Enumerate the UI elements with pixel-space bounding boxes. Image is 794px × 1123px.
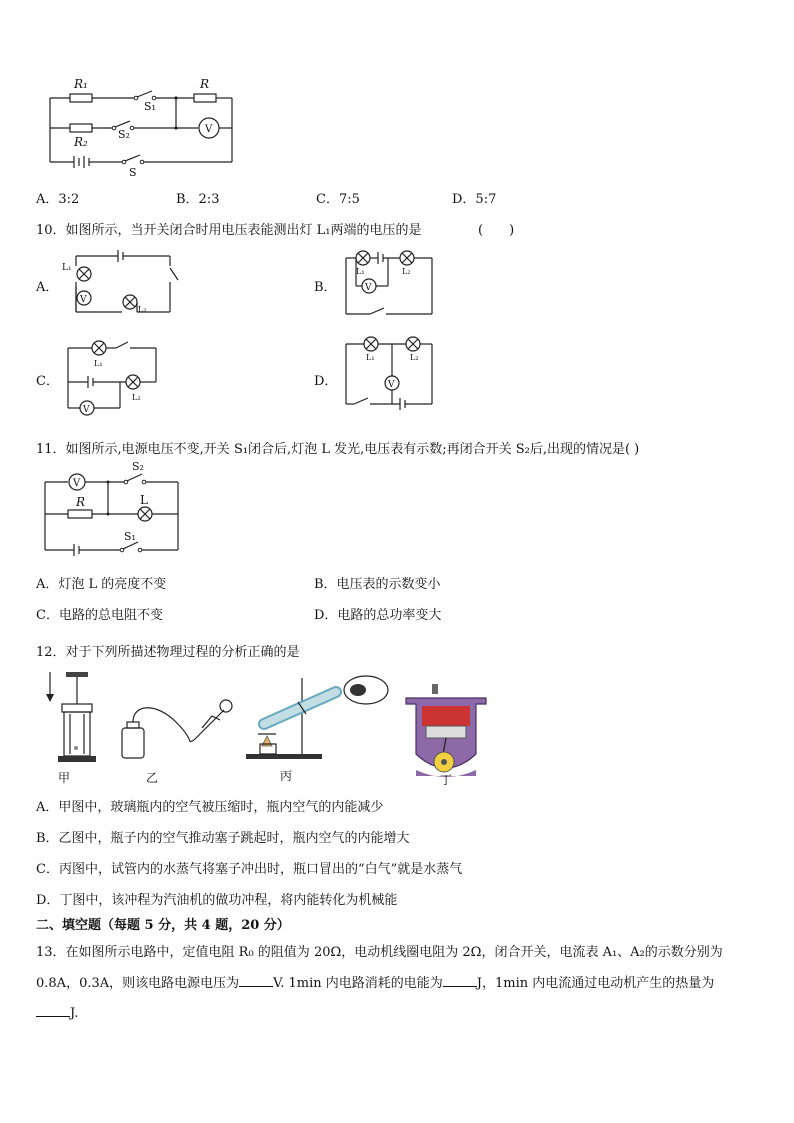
q12-option-d: D．丁图中，该冲程为汽油机的做功冲程，将内能转化为机械能 bbox=[36, 893, 398, 908]
q10a-v: V bbox=[80, 295, 87, 305]
q11-label-l: L bbox=[140, 493, 148, 507]
q10-circuit-a bbox=[62, 246, 182, 320]
q11-option-b: B．电压表的示数变小 bbox=[314, 577, 441, 592]
q10b-l2: L₂ bbox=[402, 267, 411, 276]
q10-circuit-d bbox=[340, 334, 440, 410]
q12-label-ding: 丁 bbox=[440, 773, 453, 787]
q10d-l1: L₁ bbox=[366, 353, 375, 362]
q13-line2 bbox=[36, 972, 714, 991]
q9-label-r1: R₁ bbox=[74, 77, 88, 91]
q10c-l2: L₂ bbox=[132, 393, 141, 402]
q12-option-b: B．乙图中，瓶子内的空气推动塞子跳起时，瓶内空气的内能增大 bbox=[36, 831, 410, 846]
q11-label-s1: S₁ bbox=[124, 530, 136, 543]
q10c-l1: L₁ bbox=[94, 359, 103, 368]
q13-blank-energy[interactable] bbox=[443, 974, 477, 987]
q13-line2-a: 0.8A，0.3A，则该电路电源电压为 bbox=[36, 976, 240, 991]
q9-option-b: B．2:3 bbox=[176, 192, 220, 207]
q9-label-r: R bbox=[200, 77, 210, 91]
q11-label-r: R bbox=[76, 495, 86, 509]
q9-circuit bbox=[44, 72, 244, 179]
q11-option-d: D．电路的总功率变大 bbox=[314, 608, 442, 623]
q11-option-a: A．灯泡 L 的亮度不变 bbox=[36, 577, 167, 592]
q10-stem: 10．如图所示，当开关闭合时用电压表能测出灯 L₁两端的电压的是 bbox=[36, 223, 422, 238]
q12-figure-yi bbox=[116, 688, 242, 784]
q10d-v: V bbox=[388, 380, 395, 390]
q10b-l1: L₁ bbox=[356, 267, 365, 276]
q12-figure-jia bbox=[40, 664, 100, 784]
q10b-v: V bbox=[365, 283, 372, 293]
q12-label-bing: 丙 bbox=[280, 769, 293, 783]
q10-option-b: B． bbox=[314, 280, 337, 295]
q11-option-c: C．电路的总电阻不变 bbox=[36, 608, 163, 623]
q9-label-s2: S₂ bbox=[118, 128, 130, 141]
q12-option-a: A．甲图中，玻璃瓶内的空气被压缩时，瓶内空气的内能减少 bbox=[36, 800, 384, 815]
q10a-l1: L₁ bbox=[62, 263, 72, 273]
q13-blank-heat[interactable] bbox=[36, 1004, 70, 1017]
q10d-l2: L₂ bbox=[410, 353, 419, 362]
q9-label-r2: R₂ bbox=[74, 135, 88, 149]
q11-label-s2: S₂ bbox=[132, 460, 144, 473]
q10-option-c: C． bbox=[36, 374, 59, 389]
q13-blank-voltage[interactable] bbox=[239, 974, 273, 987]
q12-stem: 12．对于下列所描述物理过程的分析正确的是 bbox=[36, 645, 300, 660]
q10c-v: V bbox=[83, 405, 90, 415]
q11-circuit bbox=[40, 460, 184, 556]
q13-line3-b: J. bbox=[70, 1006, 79, 1021]
q11-stem: 11．如图所示,电源电压不变,开关 S₁闭合后,灯泡 L 发光,电压表有示数;再闭合开关 S₂后,出现的情况是( ) bbox=[36, 442, 640, 457]
q13-line2-c: J，1min 内电流通过电动机产生的热量为 bbox=[476, 976, 715, 991]
q10-paren: ( ) bbox=[478, 223, 515, 238]
q13-line2-b: V. 1min 内电路消耗的电能为 bbox=[273, 976, 443, 991]
q12-figure-ding bbox=[396, 682, 496, 786]
q9-label-s: S bbox=[129, 166, 137, 179]
q12-label-yi: 乙 bbox=[146, 771, 159, 785]
q10-option-d: D． bbox=[314, 374, 338, 389]
q9-label-s1: S₁ bbox=[144, 100, 156, 113]
q9-option-c: C．7:5 bbox=[316, 192, 360, 207]
q13-line3 bbox=[36, 1004, 78, 1021]
q12-label-jia: 甲 bbox=[58, 771, 71, 785]
q10-circuit-b bbox=[340, 244, 440, 320]
q10-circuit-c bbox=[62, 338, 162, 416]
q10a-l2: L₂ bbox=[138, 305, 147, 314]
q12-figure-bing bbox=[236, 668, 392, 784]
q13-line1: 13．在如图所示电路中，定值电阻 R₀ 的阻值为 20Ω，电动机线圈电阻为 2Ω，闭合开关，电流表 A₁、A₂的示数分别为 bbox=[36, 945, 723, 960]
q10-option-a: A． bbox=[36, 280, 59, 295]
q9-option-a: A．3:2 bbox=[36, 192, 80, 207]
q9-option-d: D．5:7 bbox=[452, 192, 497, 207]
q9-label-v: V bbox=[205, 124, 213, 135]
q11-label-v: V bbox=[73, 478, 81, 489]
section-title-fill-in: 二、填空题（每题 5 分，共 4 题，20 分） bbox=[36, 918, 290, 933]
q12-option-c: C．丙图中，试管内的水蒸气将塞子冲出时，瓶口冒出的“白气”就是水蒸气 bbox=[36, 862, 463, 877]
